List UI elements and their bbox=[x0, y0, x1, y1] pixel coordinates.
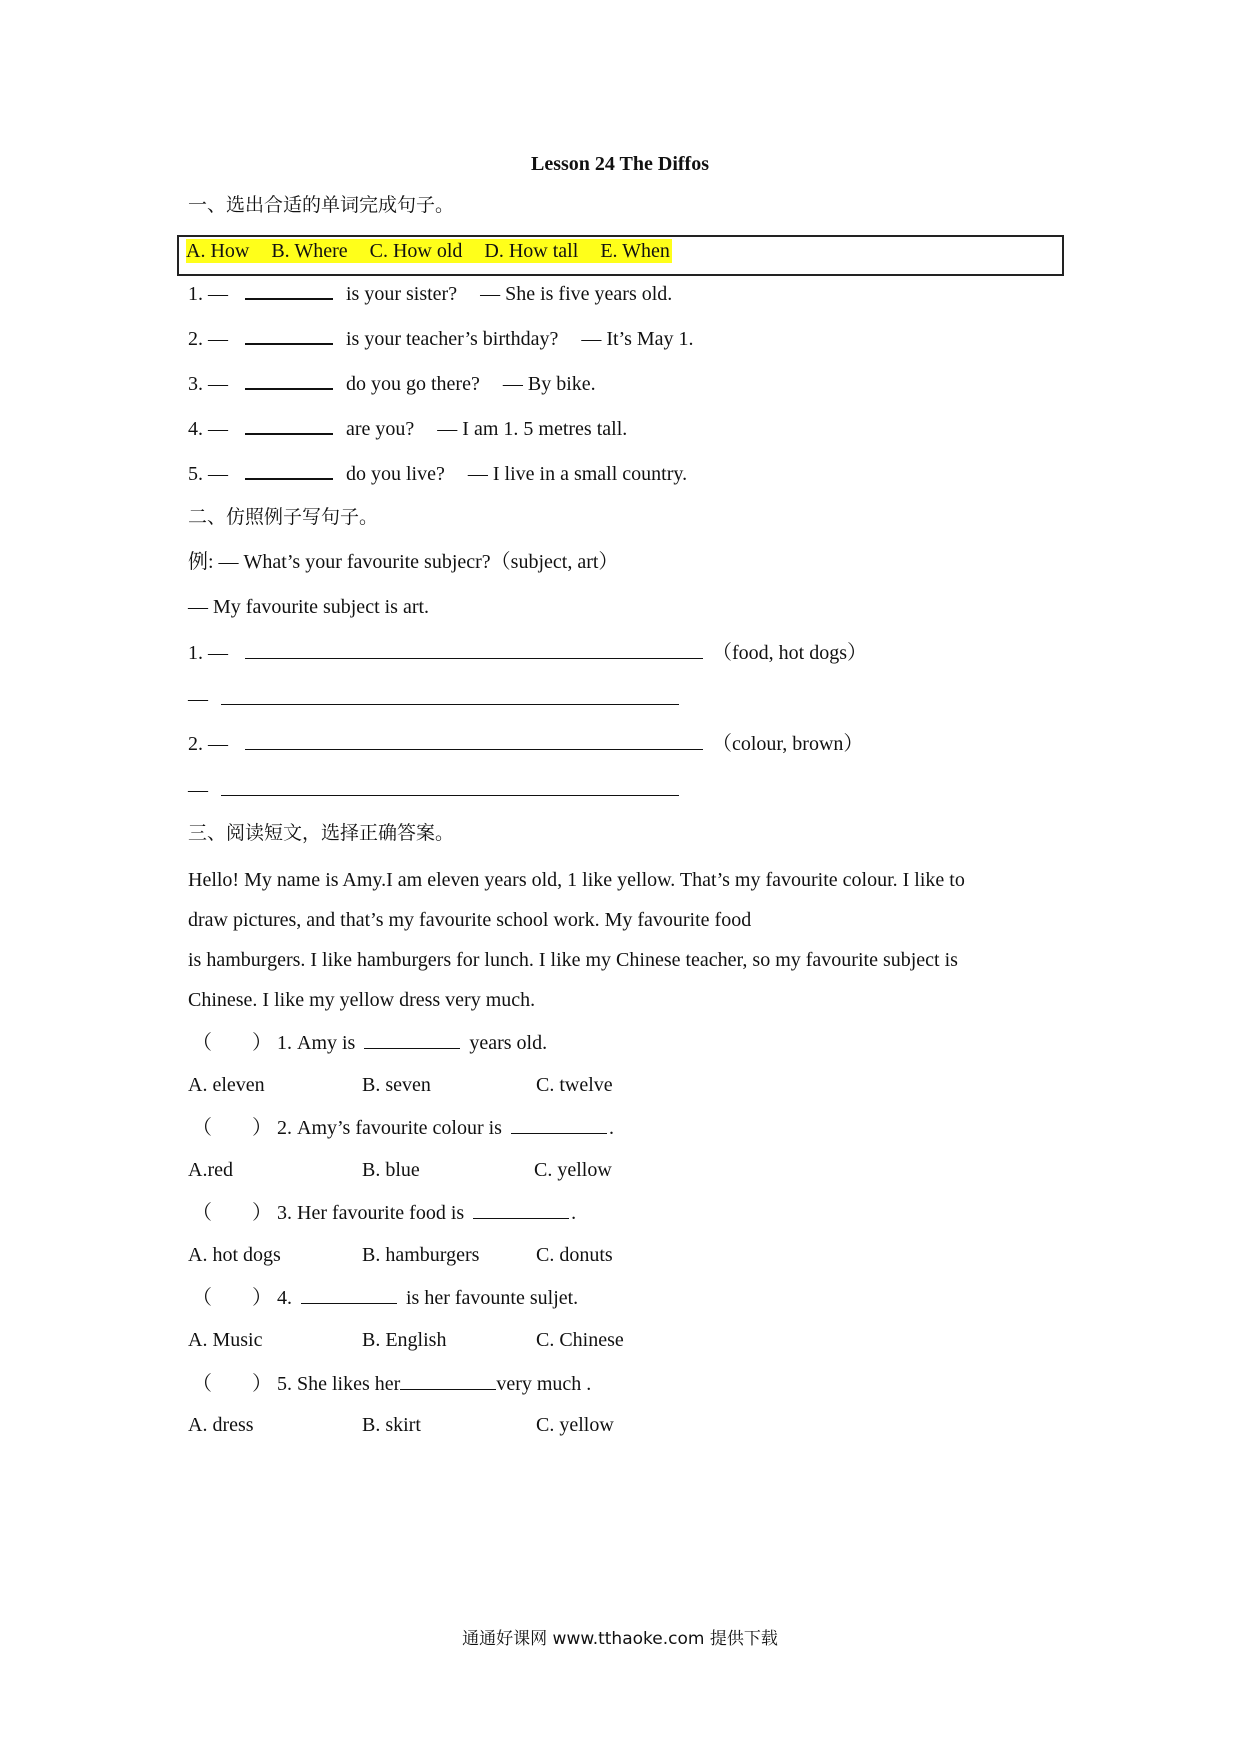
item-hint: （colour, brown） bbox=[712, 733, 864, 755]
answer-blank[interactable] bbox=[245, 325, 333, 345]
section3-heading: 三、阅读短文，选择正确答案。 bbox=[188, 822, 455, 844]
option-c[interactable]: C. twelve bbox=[536, 1074, 613, 1096]
section1-item bbox=[188, 460, 687, 486]
item-number: 5. — bbox=[188, 463, 228, 485]
question-row bbox=[192, 1285, 578, 1310]
section1-item bbox=[188, 280, 672, 306]
passage-line: draw pictures, and that’s my favourite school work. My favourite food bbox=[188, 909, 752, 931]
answer-blank[interactable] bbox=[301, 1285, 397, 1304]
item-number: 1. — bbox=[188, 642, 228, 664]
example-question: 例: — What’s your favourite subjecr?（subject, art） bbox=[188, 551, 619, 573]
option-c[interactable]: C. yellow bbox=[536, 1414, 614, 1436]
word-option: A. How bbox=[186, 240, 250, 262]
word-option: D. How tall bbox=[484, 240, 579, 262]
answer-blank[interactable] bbox=[400, 1371, 496, 1390]
item-number: 3. — bbox=[188, 373, 228, 395]
option-c[interactable]: C. Chinese bbox=[536, 1329, 624, 1351]
section1-item bbox=[188, 370, 596, 396]
question-text-end: . bbox=[608, 1117, 614, 1139]
question-text: 3. Her favourite food is bbox=[277, 1202, 465, 1224]
item-hint: （food, hot dogs） bbox=[712, 642, 867, 664]
answer-parentheses[interactable]: （ ） bbox=[192, 1117, 272, 1139]
answer-parentheses[interactable]: （ ） bbox=[192, 1287, 272, 1309]
question-text: 1. Amy is bbox=[277, 1032, 356, 1054]
item-question: is your teacher’s birthday? bbox=[346, 328, 559, 350]
item-answer: — I live in a small country. bbox=[467, 463, 688, 485]
answer-parentheses[interactable]: （ ） bbox=[192, 1373, 272, 1395]
item-question: do you go there? bbox=[346, 373, 480, 395]
option-c[interactable]: C. donuts bbox=[536, 1244, 613, 1266]
option-b[interactable]: B. skirt bbox=[362, 1414, 421, 1436]
item-question: is your sister? bbox=[346, 283, 458, 305]
passage-line: is hamburgers. I like hamburgers for lunch. I like my Chinese teacher, so my favourite subject is bbox=[188, 949, 958, 971]
reply-dash: — bbox=[188, 688, 208, 710]
question-text-end: . bbox=[571, 1202, 577, 1224]
answer-blank[interactable] bbox=[245, 415, 333, 435]
reading-passage bbox=[188, 860, 1060, 1020]
passage-line: Hello! My name is Amy.I am eleven years old, 1 like yellow. That’s my favourite colour. I like to bbox=[188, 869, 965, 891]
item-answer: — I am 1. 5 metres tall. bbox=[437, 418, 628, 440]
word-option: B. Where bbox=[271, 240, 348, 262]
answer-blank[interactable] bbox=[245, 460, 333, 480]
option-a[interactable]: A. eleven bbox=[188, 1074, 265, 1096]
section2-item bbox=[188, 731, 863, 756]
option-a[interactable]: A. Music bbox=[188, 1329, 263, 1351]
word-option: C. How old bbox=[369, 240, 463, 262]
item-number: 2. — bbox=[188, 733, 228, 755]
footer-credit: 通通好课网 www.tthaoke.com 提供下载 bbox=[462, 1629, 778, 1649]
item-number: 4. — bbox=[188, 418, 228, 440]
question-row bbox=[192, 1030, 547, 1055]
answer-blank[interactable] bbox=[245, 280, 333, 300]
reply-dash: — bbox=[188, 779, 208, 801]
section2-heading: 二、仿照例子写句子。 bbox=[188, 506, 379, 528]
answer-line[interactable] bbox=[221, 686, 679, 705]
question-text: 2. Amy’s favourite colour is bbox=[277, 1117, 502, 1139]
example-answer: — My favourite subject is art. bbox=[188, 596, 430, 618]
question-text: 5. She likes her bbox=[277, 1373, 401, 1395]
option-b[interactable]: B. English bbox=[362, 1329, 447, 1351]
answer-line[interactable] bbox=[245, 731, 703, 750]
section1-heading: 一、选出合适的单词完成句子。 bbox=[188, 194, 455, 216]
item-question: are you? bbox=[346, 418, 415, 440]
option-a[interactable]: A. dress bbox=[188, 1414, 254, 1436]
question-row bbox=[192, 1200, 576, 1225]
item-question: do you live? bbox=[346, 463, 445, 485]
question-text-end: years old. bbox=[469, 1032, 548, 1054]
answer-blank[interactable] bbox=[245, 370, 333, 390]
word-option: E. When bbox=[600, 240, 670, 262]
word-bank bbox=[186, 239, 672, 263]
question-text: 4. bbox=[277, 1287, 292, 1309]
section1-item bbox=[188, 325, 694, 351]
option-b[interactable]: B. blue bbox=[362, 1159, 420, 1181]
option-c[interactable]: C. yellow bbox=[534, 1159, 612, 1181]
item-number: 1. — bbox=[188, 283, 228, 305]
answer-line[interactable] bbox=[245, 640, 703, 659]
question-row bbox=[192, 1371, 591, 1396]
option-b[interactable]: B. seven bbox=[362, 1074, 431, 1096]
section2-item bbox=[188, 640, 867, 665]
item-answer: — It’s May 1. bbox=[581, 328, 694, 350]
page-title: Lesson 24 The Diffos bbox=[531, 153, 709, 175]
answer-line[interactable] bbox=[221, 777, 679, 796]
question-text-end: is her favounte suljet. bbox=[406, 1287, 579, 1309]
item-answer: — By bike. bbox=[502, 373, 596, 395]
section2-reply bbox=[188, 777, 679, 802]
passage-line: Chinese. I like my yellow dress very much. bbox=[188, 989, 536, 1011]
item-number: 2. — bbox=[188, 328, 228, 350]
answer-parentheses[interactable]: （ ） bbox=[192, 1032, 272, 1054]
option-a[interactable]: A. hot dogs bbox=[188, 1244, 281, 1266]
section2-reply bbox=[188, 686, 679, 711]
question-row bbox=[192, 1115, 614, 1140]
item-answer: — She is five years old. bbox=[480, 283, 673, 305]
answer-blank[interactable] bbox=[511, 1115, 607, 1134]
answer-parentheses[interactable]: （ ） bbox=[192, 1202, 272, 1224]
question-text-end: very much . bbox=[496, 1373, 592, 1395]
option-a[interactable]: A.red bbox=[188, 1159, 233, 1181]
answer-blank[interactable] bbox=[364, 1030, 460, 1049]
answer-blank[interactable] bbox=[473, 1200, 569, 1219]
section1-item bbox=[188, 415, 627, 441]
option-b[interactable]: B. hamburgers bbox=[362, 1244, 480, 1266]
